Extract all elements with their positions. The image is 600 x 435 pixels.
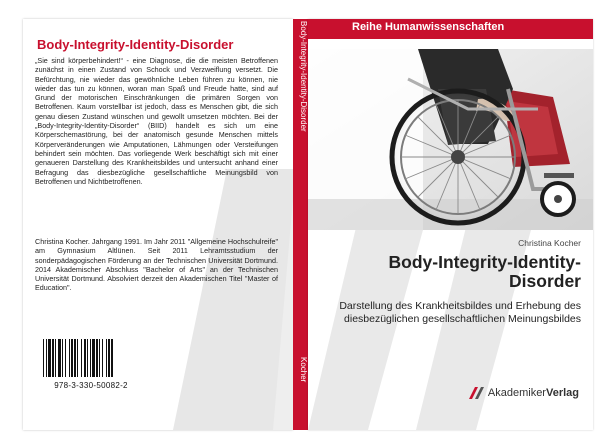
front-cover-subtitle: Darstellung des Krankheitsbildes und Erhebung des diesbezüglichen gesellschaftlichen Meinungsbildes bbox=[339, 300, 581, 325]
isbn-barcode bbox=[39, 337, 143, 395]
front-cover-author: Christina Kocher bbox=[518, 238, 581, 248]
isbn-number: 978-3-330-50082-2 bbox=[54, 381, 128, 390]
front-cover-title: Body-Integrity-Identity-Disorder bbox=[388, 252, 581, 291]
barcode-bars bbox=[41, 339, 141, 379]
publisher-mark-icon bbox=[469, 387, 485, 399]
series-bar bbox=[308, 19, 593, 39]
author-bio: Christina Kocher. Jahrgang 1991. Im Jahr 2011 "Allgemeine Hochschulreife" am Gymnasium Altlünen. Seit 2011 Lehramtsstudium der sonderpädagogischen Förderung an der Technischen Universität Dortmund. 2014 Akademischer Abschluss "Bachelor of Arts" an der Technischen Universität Dortmund. Absolviert derzeit den Akademischen Titel "Master of Education". bbox=[35, 237, 278, 293]
publisher-name-suffix: Verlag bbox=[545, 387, 579, 399]
publisher-name-prefix: Akademiker bbox=[487, 387, 546, 399]
series-label: Reihe Humanwissenschaften bbox=[352, 21, 505, 33]
wheelchair-illustration bbox=[308, 49, 593, 230]
back-cover-title: Body-Integrity-Identity-Disorder bbox=[37, 37, 234, 52]
spine-author: Kocher bbox=[299, 357, 308, 383]
spine bbox=[293, 19, 308, 430]
back-cover bbox=[23, 19, 293, 430]
publisher-name bbox=[488, 387, 579, 399]
publisher-logo bbox=[469, 387, 579, 399]
front-cover bbox=[308, 19, 593, 430]
spine-title: Body-Integrity-Identity-Disorder bbox=[299, 21, 308, 132]
cover-photo-wheelchair bbox=[308, 49, 593, 230]
back-cover-blurb: „Sie sind körperbehindert!“ - eine Diagnose, die die meisten Betroffenen zunächst in einen Zustand von Schock und Verzweiflung versetzt. Die Befürchtung, nie wieder das gewöhnliche Leben führen zu können, nie wieder das tun zu können, woran man Spaß und Freude hatte, sind auf Grund der motorischen Einschränkungen die primären Sorgen von Betroffenen. Kaum vorstellbar ist jedoch, dass es Menschen gibt, die sich genau diesen Zustand wünschen und gewollt umsetzen möchten. Bei der „Body-Integrity-Identity-Disorder“ (BIID) handelt es sich um eine Körperschemastörung, bei der anatomisch gesunde Menschen mittels Körperveränderungen wie Amputationen, Lähmungen oder Versteifungen behindert sein möchten. Das vorliegende Werk beschäftigt sich mit einer genaueren Darstellung des Krankheitsbildes und untersucht anhand einer Befragung das diesbezügliche gesellschaftliche Meinungsbild von Betroffenen und Nichtbetroffenen. bbox=[35, 56, 278, 186]
